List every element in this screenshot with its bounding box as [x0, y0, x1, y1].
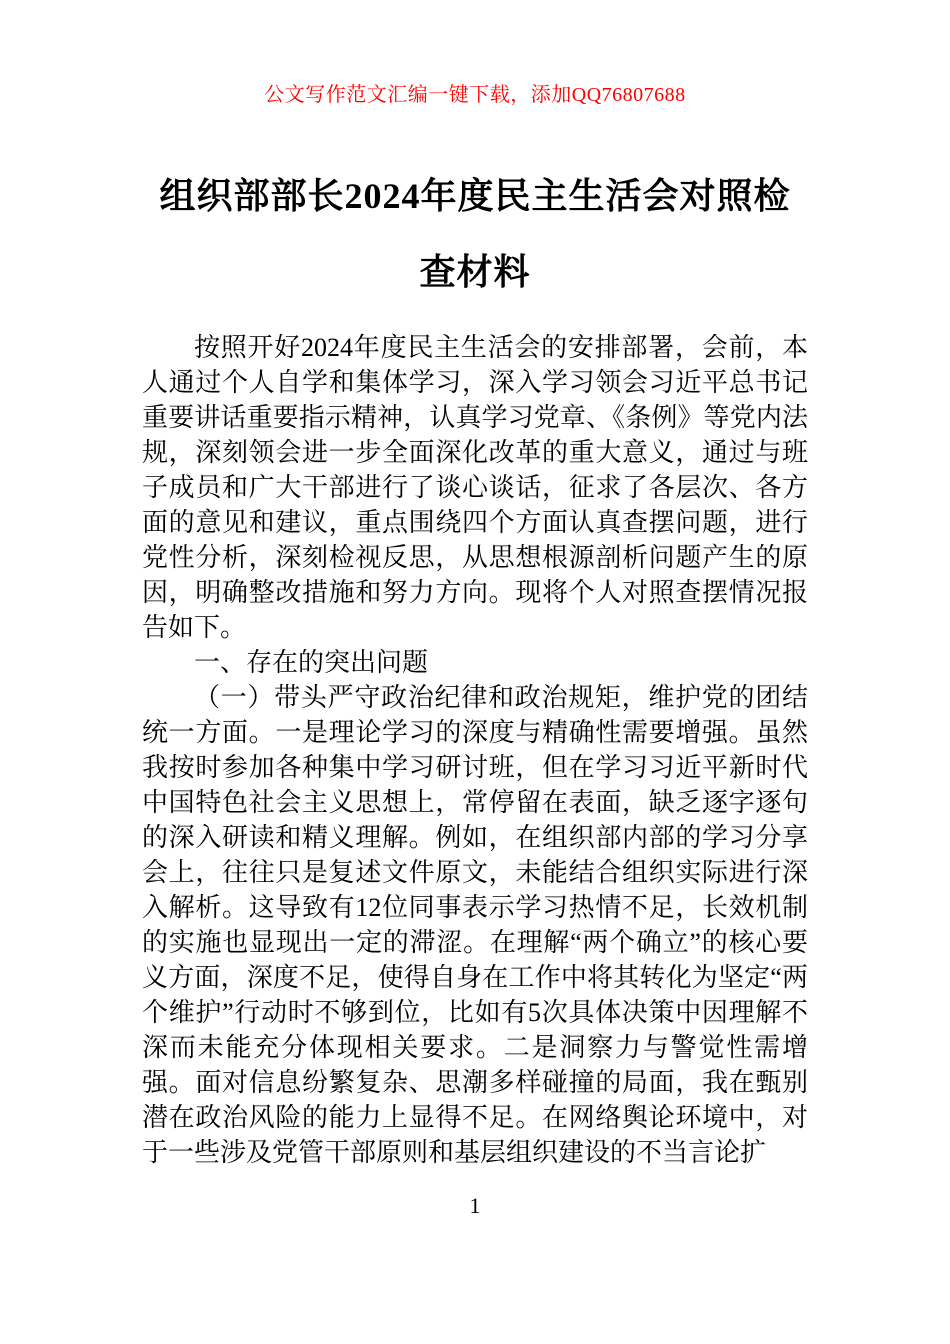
- document-title: 组织部部长2024年度民主生活会对照检查材料: [159, 176, 791, 292]
- body-paragraph: （一）带头严守政治纪律和政治规矩，维护党的团结统一方面。一是理论学习的深度与精确性需要增强。虽然我按时参加各种集中学习研讨班，但在学习习近平新时代中国特色社会主义思想上，常停留在表面，缺乏逐字逐句的深入研读和精义理解。例如，在组织部内部的学习分享会上，往往只是复述文件原文，未能结合组织实际进行深入解析。这导致有12位同事表示学习热情不足，长效机制的实施也显现出一定的滞涩。在理解“两个确立”的核心要义方面，深度不足，使得自身在工作中将其转化为坚定“两个维护”行动时不够到位，比如有5次具体决策中因理解不深而未能充分体现相关要求。二是洞察力与警觉性需增强。面对信息纷繁复杂、思潮多样碰撞的局面，我在甄别潜在政治风险的能力上显得不足。在网络舆论环境中，对于一些涉及党管干部原则和基层组织建设的不当言论扩: [142, 683, 808, 1167]
- document-body: [142, 330, 808, 1170]
- section-heading: 一、存在的突出问题: [194, 648, 429, 677]
- promo-banner-text: 公文写作范文汇编一键下载，添加QQ76807688: [264, 84, 686, 106]
- page-number: 1: [469, 1193, 481, 1218]
- body-paragraph: 按照开好2024年度民主生活会的安排部署，会前，本人通过个人自学和集体学习，深入学习领会习近平总书记重要讲话重要指示精神，认真学习党章、《条例》等党内法规，深刻领会进一步全面深化改革的重大意义，通过与班子成员和广大干部进行了谈心谈话，征求了各层次、各方面的意见和建议，重点围绕四个方面认真查摆问题，进行党性分析，深刻检视反思，从思想根源剖析问题产生的原因，明确整改措施和努力方向。现将个人对照查摆情况报告如下。: [142, 333, 808, 642]
